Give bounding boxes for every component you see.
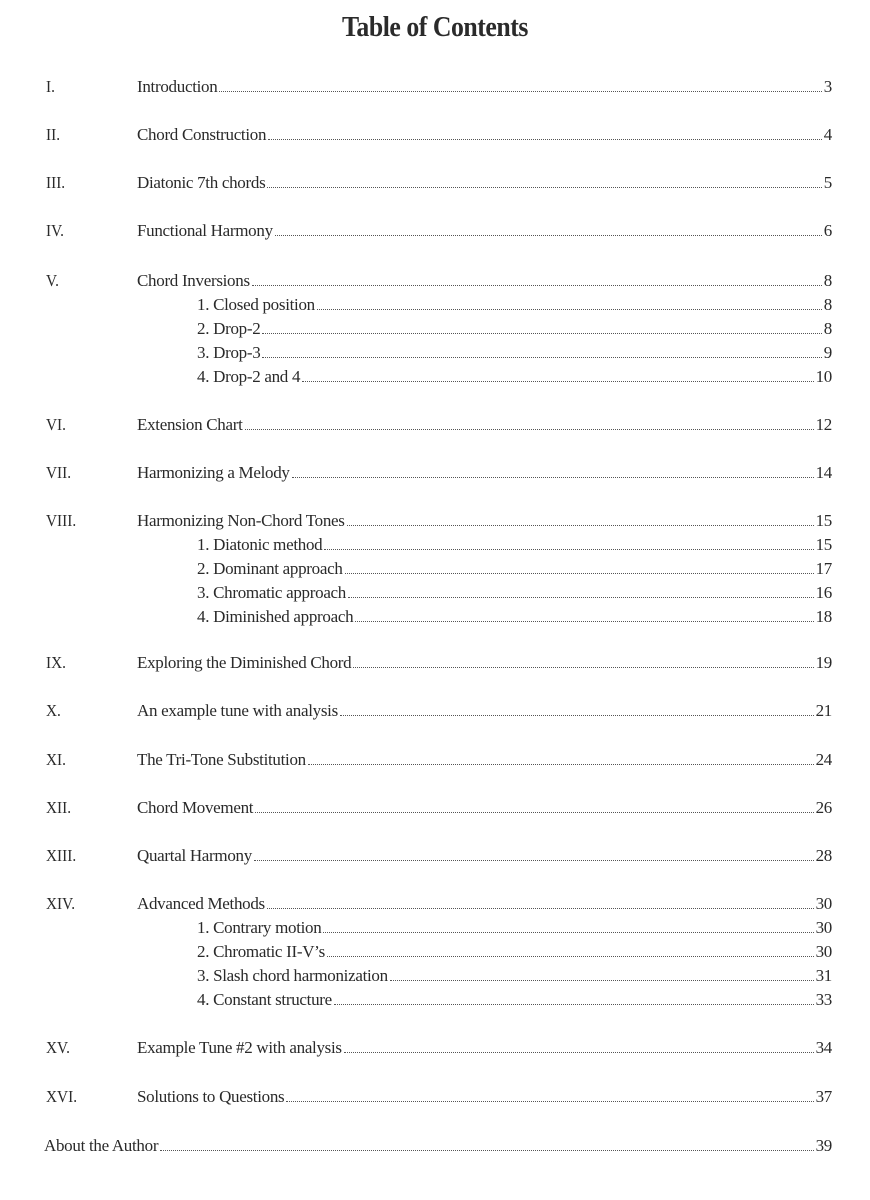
toc-subentry[interactable] (0, 534, 870, 556)
entry-page: 21 (815, 701, 832, 720)
toc-entry[interactable] (0, 220, 870, 242)
dot-leader (344, 1051, 814, 1053)
entry-title: Example Tune #2 with analysis (137, 1038, 342, 1057)
toc-entry[interactable] (0, 76, 870, 98)
toc-entry-about-author[interactable] (0, 1135, 870, 1157)
entry-number: XV. (46, 1038, 70, 1057)
toc-entry[interactable] (0, 893, 870, 915)
toc-subentry[interactable] (0, 366, 870, 388)
entry-title: Harmonizing a Melody (137, 463, 290, 482)
subentry-page: 18 (815, 607, 832, 626)
entry-number: XVI. (46, 1087, 78, 1106)
entry-page: 4 (823, 125, 832, 144)
entry-page: 6 (823, 221, 832, 240)
toc-entry[interactable] (0, 1086, 870, 1108)
toc-entry[interactable] (0, 1037, 870, 1059)
entry-title: Introduction (137, 77, 218, 96)
entry-title: Diatonic 7th chords (137, 173, 266, 192)
subentry-page: 10 (815, 367, 832, 386)
toc-entry[interactable] (0, 510, 870, 532)
entry-page: 5 (823, 173, 832, 192)
entry-page: 39 (815, 1136, 832, 1155)
toc-entry[interactable] (0, 172, 870, 194)
toc-entry[interactable] (0, 462, 870, 484)
entry-page: 34 (815, 1038, 832, 1057)
entry-number: II. (46, 125, 61, 144)
entry-title: Harmonizing Non-Chord Tones (137, 511, 345, 530)
dot-leader (345, 572, 814, 574)
dot-leader (268, 138, 822, 140)
entry-title: Advanced Methods (137, 894, 265, 913)
entry-page: 12 (815, 415, 832, 434)
toc-subentry[interactable] (0, 558, 870, 580)
toc-subentry[interactable] (0, 342, 870, 364)
entry-page: 37 (815, 1087, 832, 1106)
entry-title: Exploring the Diminished Chord (137, 653, 352, 672)
dot-leader (348, 596, 814, 598)
toc-entry[interactable] (0, 749, 870, 771)
dot-leader (390, 979, 814, 981)
dot-leader (324, 548, 813, 550)
dot-leader (255, 811, 813, 813)
toc-subentry[interactable] (0, 294, 870, 316)
toc-entry[interactable] (0, 652, 870, 674)
entry-number: VIII. (46, 511, 77, 530)
subentry-page: 17 (815, 559, 832, 578)
subentry-title: 3. Slash chord harmonization (197, 966, 388, 985)
entry-title: Quartal Harmony (137, 846, 252, 865)
entry-page: 24 (815, 750, 832, 769)
entry-page: 26 (815, 798, 832, 817)
subentry-page: 8 (823, 319, 832, 338)
dot-leader (286, 1100, 813, 1102)
toc-subentry[interactable] (0, 941, 870, 963)
entry-page: 15 (815, 511, 832, 530)
entry-number: XI. (46, 750, 66, 769)
dot-leader (302, 380, 813, 382)
entry-page: 3 (823, 77, 832, 96)
toc-entry[interactable] (0, 270, 870, 292)
subentry-title: 4. Diminished approach (197, 607, 354, 626)
subentry-page: 30 (815, 942, 832, 961)
toc-subentry[interactable] (0, 917, 870, 939)
toc-subentry[interactable] (0, 582, 870, 604)
subentry-title: 4. Constant structure (197, 990, 332, 1009)
toc-entry[interactable] (0, 797, 870, 819)
entry-number: XIV. (46, 894, 76, 913)
dot-leader (347, 524, 814, 526)
toc-subentry[interactable] (0, 989, 870, 1011)
entry-number: I. (46, 77, 55, 96)
dot-leader (317, 308, 822, 310)
toc-entry[interactable] (0, 845, 870, 867)
subentry-page: 30 (815, 918, 832, 937)
entry-number: XIII. (46, 846, 77, 865)
entry-page: 28 (815, 846, 832, 865)
entry-page: 19 (815, 653, 832, 672)
subentry-title: 1. Diatonic method (197, 535, 323, 554)
dot-leader (267, 186, 821, 188)
subentry-page: 9 (823, 343, 832, 362)
entry-number: XII. (46, 798, 72, 817)
subentry-page: 16 (815, 583, 832, 602)
entry-title: Chord Inversions (137, 271, 250, 290)
entry-number: III. (46, 173, 66, 192)
dot-leader (327, 955, 814, 957)
dot-leader (262, 332, 821, 334)
entry-title: About the Author (44, 1136, 159, 1155)
entry-title: Chord Movement (137, 798, 254, 817)
subentry-page: 8 (823, 295, 832, 314)
entry-title: Solutions to Questions (137, 1087, 285, 1106)
subentry-page: 15 (815, 535, 832, 554)
entry-title: An example tune with analysis (137, 701, 338, 720)
subentry-title: 3. Chromatic approach (197, 583, 347, 602)
entry-page: 8 (823, 271, 832, 290)
toc-entry[interactable] (0, 700, 870, 722)
subentry-title: 1. Closed position (197, 295, 315, 314)
dot-leader (252, 284, 822, 286)
subentry-title: 2. Drop-2 (197, 319, 261, 338)
dot-leader (254, 859, 814, 861)
subentry-page: 33 (815, 990, 832, 1009)
dot-leader (262, 356, 821, 358)
entry-page: 14 (815, 463, 832, 482)
dot-leader (334, 1003, 814, 1005)
entry-number: X. (46, 701, 61, 720)
subentry-title: 1. Contrary motion (197, 918, 322, 937)
dot-leader (340, 714, 814, 716)
dot-leader (160, 1149, 813, 1151)
entry-number: V. (46, 271, 59, 290)
entry-number: IX. (46, 653, 66, 672)
entry-title: Extension Chart (137, 415, 243, 434)
dot-leader (267, 907, 814, 909)
subentry-title: 2. Dominant approach (197, 559, 343, 578)
subentry-page: 31 (815, 966, 832, 985)
dot-leader (219, 90, 821, 92)
dot-leader (353, 666, 813, 668)
dot-leader (308, 763, 814, 765)
toc-entry[interactable] (0, 124, 870, 146)
dot-leader (323, 931, 813, 933)
entry-title: Chord Construction (137, 125, 267, 144)
dot-leader (355, 620, 813, 622)
entry-page: 30 (815, 894, 832, 913)
toc-subentry[interactable] (0, 965, 870, 987)
subentry-title: 3. Drop-3 (197, 343, 261, 362)
entry-title: Functional Harmony (137, 221, 273, 240)
entry-number: VII. (46, 463, 72, 482)
entry-number: IV. (46, 221, 64, 240)
toc-subentry[interactable] (0, 318, 870, 340)
subentry-title: 4. Drop-2 and 4 (197, 367, 301, 386)
dot-leader (275, 234, 822, 236)
entry-title: The Tri-Tone Substitution (137, 750, 306, 769)
toc-entry[interactable] (0, 414, 870, 436)
toc-subentry[interactable] (0, 606, 870, 628)
page-title: Table of Contents (342, 12, 528, 43)
dot-leader (245, 428, 814, 430)
dot-leader (292, 476, 814, 478)
entry-number: VI. (46, 415, 66, 434)
subentry-title: 2. Chromatic II-V’s (197, 942, 325, 961)
